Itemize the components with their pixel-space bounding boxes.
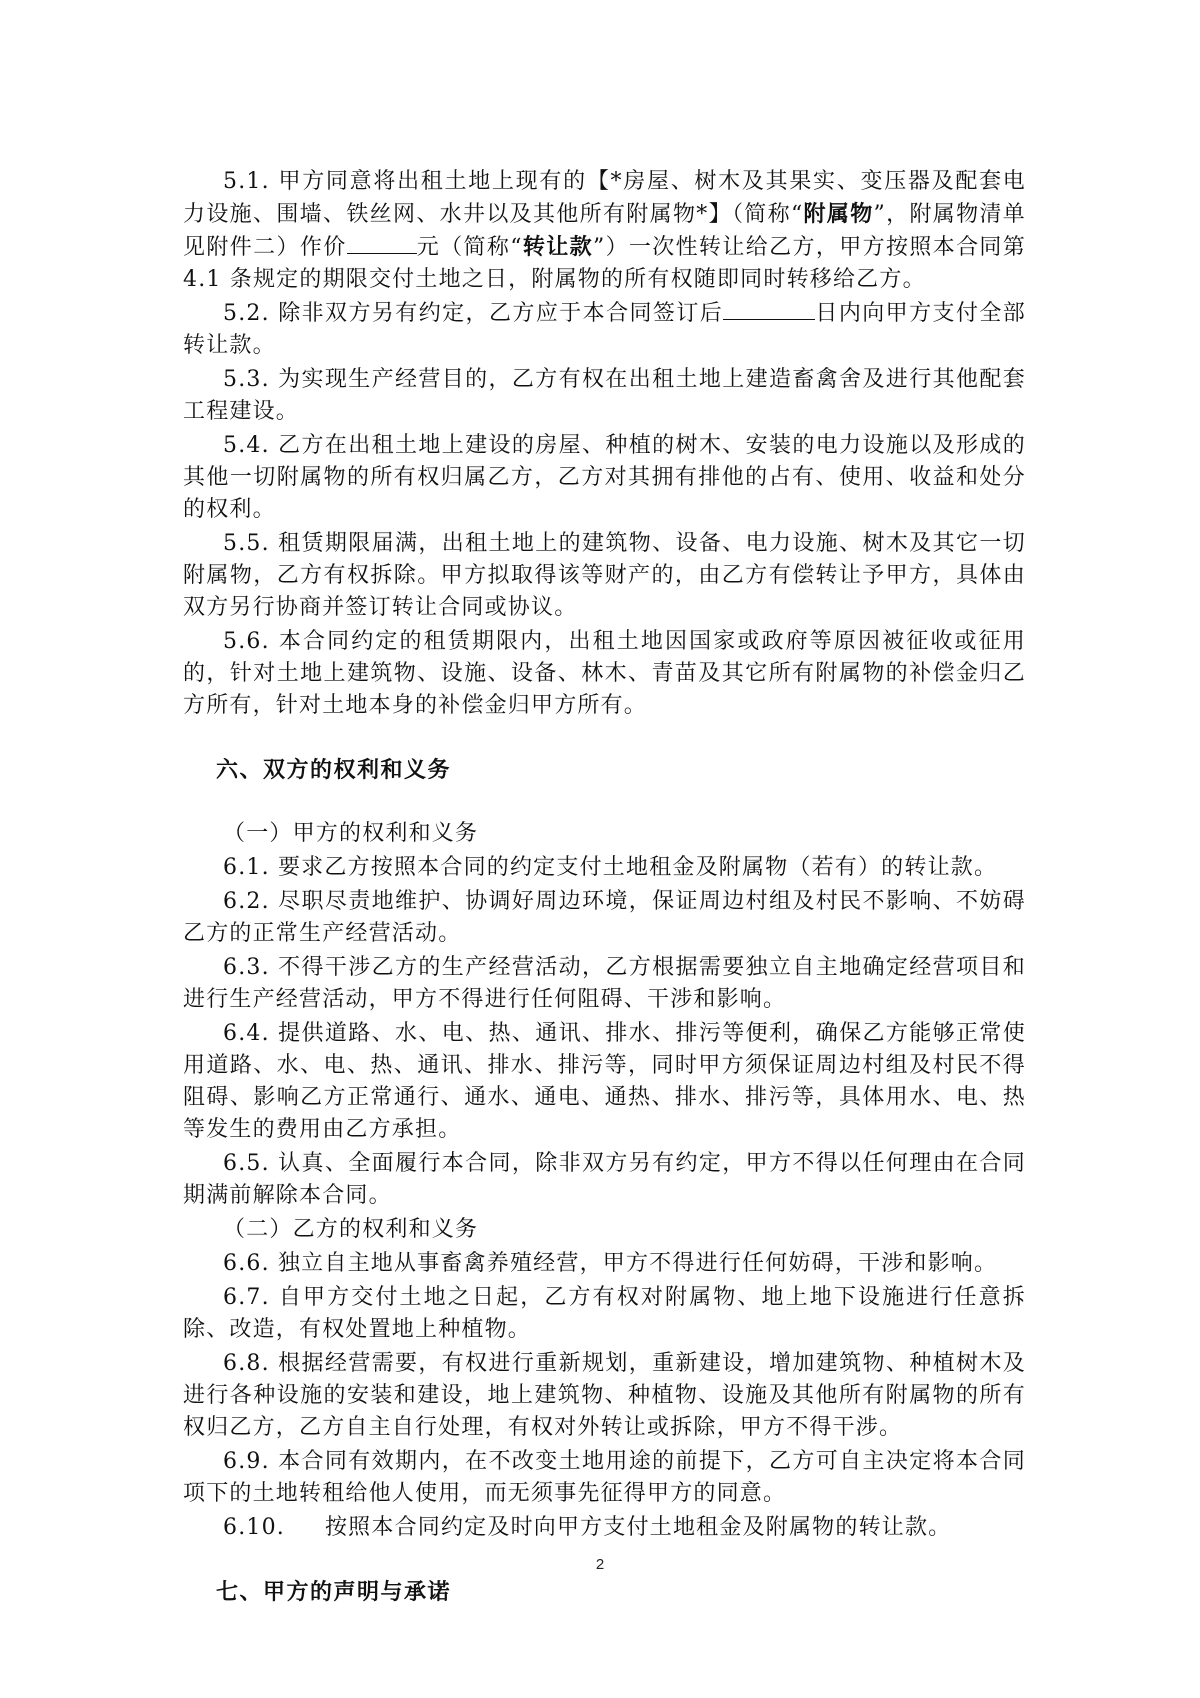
section-6-heading: 六、双方的权利和义务 (216, 757, 452, 783)
clause-6-3: 6.3. 不得干涉乙方的生产经营活动，乙方根据需要独立自主地确定经营项目和进行生产经营活动，甲方不得进行任何阻碍、干涉和影响。 (183, 955, 1026, 1012)
clause-6-5: 6.5. 认真、全面履行本合同，除非双方另有约定，甲方不得以任何理由在合同期满前解除本合同。 (183, 1151, 1026, 1208)
document-body (183, 166, 1026, 1608)
clause-5-6: 5.6. 本合同约定的租赁期限内，出租土地因国家或政府等原因被征收或征用的，针对土地上建筑物、设施、设备、林木、青苗及其它所有附属物的补偿金归乙方所有，针对土地本身的补偿金归甲方所有。 (183, 629, 1026, 718)
clause-5-1-part-c: ”，附属物清单见附件二）作价 (183, 202, 1026, 260)
days-blank (723, 299, 815, 320)
clause-6-6: 6.6. 独立自主地从事畜禽养殖经营，甲方不得进行任何妨碍，干涉和影响。 (223, 1251, 998, 1276)
clause-6-1: 6.1. 要求乙方按照本合同的约定支付土地租金及附属物（若有）的转让款。 (223, 855, 998, 880)
clause-6-9: 6.9. 本合同有效期内，在不改变土地用途的前提下，乙方可自主决定将本合同项下的土地转租给他人使用，而无须事先征得甲方的同意。 (183, 1449, 1026, 1506)
clause-6-10-text: 按照本合同约定及时向甲方支付土地租金及附属物的转让款。 (324, 1515, 952, 1540)
clause-6-2: 6.2. 尽职尽责地维护、协调好周边环境，保证周边村组及村民不影响、不妨碍乙方的正常生产经营活动。 (183, 889, 1026, 946)
clause-5-1-part-d: 元（简称“ (416, 235, 523, 260)
clause-5-2-part-a: 5.2. 除非双方另有约定，乙方应于本合同签订后 (223, 301, 724, 326)
price-blank (347, 233, 417, 254)
subsection-party-b: （二）乙方的权利和义务 (223, 1217, 479, 1242)
subsection-party-a: （一）甲方的权利和义务 (223, 821, 479, 846)
clause-5-1-part-f: ”）一次性转让给乙方，甲方按照本合同第 4.1 条规定的期限交付土地之日，附属物的所有权随即同时转移给乙方。 (183, 235, 1027, 292)
clause-5-3: 5.3. 为实现生产经营目的，乙方有权在出租土地上建造畜禽舍及进行其他配套工程建设。 (183, 367, 1026, 424)
clause-6-4: 6.4. 提供道路、水、电、热、通讯、排水、排污等便利，确保乙方能够正常使用道路、水、电、热、通讯、排水、排污等，同时甲方须保证周边村组及村民不得阻碍、影响乙方正常通行、通水、通电、通热、排水、排污等，具体用水、电、热等发生的费用由乙方承担。 (183, 1021, 1026, 1142)
clause-5-1-part-a: 5.1. 甲方同意将出租土地上现有的【*房屋、树木及其果实、变压器及配套电力设施、围墙、铁丝网、水井以及其他所有附属物*】（简称“ (183, 169, 1026, 227)
clause-6-10 (183, 1512, 1026, 1544)
clause-5-1 (183, 166, 1026, 296)
page-number: 2 (595, 1556, 605, 1573)
clause-6-8: 6.8. 根据经营需要，有权进行重新规划，重新建设，增加建筑物、种植树木及进行各种设施的安装和建设，地上建筑物、种植物、设施及其他所有附属物的所有权归乙方，乙方自主自行处理，有权对外转让或拆除，甲方不得干涉。 (183, 1351, 1026, 1440)
term-appendages: 附属物 (803, 201, 874, 227)
clause-5-5: 5.5. 租赁期限届满，出租土地上的建筑物、设备、电力设施、树木及其它一切附属物，乙方有权拆除。甲方拟取得该等财产的，由乙方有偿转让予甲方，具体由双方另行协商并签订转让合同或协议。 (183, 531, 1026, 620)
clause-5-2-part-b: 日内向甲方支付全部转让款。 (183, 301, 1026, 358)
term-transfer-fee: 转让款 (522, 234, 593, 260)
clause-5-4: 5.4. 乙方在出租土地上建设的房屋、种植的树木、安装的电力设施以及形成的其他一切附属物的所有权归属乙方，乙方对其拥有排他的占有、使用、收益和处分的权利。 (183, 433, 1026, 522)
clause-6-7: 6.7. 自甲方交付土地之日起，乙方有权对附属物、地上地下设施进行任意拆除、改造，有权处置地上种植物。 (183, 1285, 1026, 1342)
section-7-heading: 七、甲方的声明与承诺 (216, 1579, 452, 1605)
clause-5-2 (183, 298, 1026, 362)
clause-6-10-number: 6.10. (223, 1515, 285, 1540)
